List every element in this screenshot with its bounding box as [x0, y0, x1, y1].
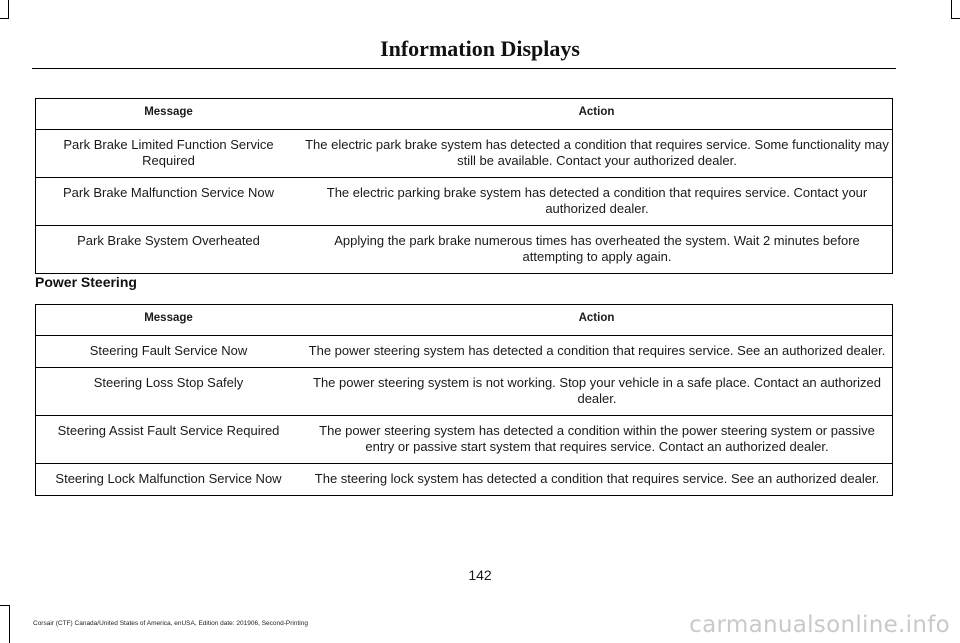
action-cell: The power steering system has detected a condition that requires service. See an authorized dealer. — [301, 336, 893, 368]
message-cell: Steering Loss Stop Safely — [36, 368, 302, 416]
watermark: carmanualsonline.info — [689, 612, 950, 638]
action-cell: Applying the park brake numerous times has overheated the system. Wait 2 minutes before attempting to apply again. — [301, 226, 893, 274]
crop-mark-top-right — [951, 0, 952, 18]
table-header-row — [36, 99, 893, 130]
table-row — [36, 178, 893, 226]
table-row — [36, 130, 893, 178]
title-rule — [32, 68, 896, 69]
crop-mark-top-right — [951, 18, 960, 19]
column-header-message: Message — [36, 99, 302, 130]
column-header-message: Message — [36, 305, 302, 336]
action-cell: The power steering system has detected a condition within the power steering system or passive entry or passive start system that requires service. Contact an authorized dealer. — [301, 416, 893, 464]
table-row — [36, 368, 893, 416]
message-cell: Steering Lock Malfunction Service Now — [36, 464, 302, 496]
column-header-action: Action — [301, 99, 893, 130]
action-cell: The electric parking brake system has detected a condition that requires service. Contact your authorized dealer. — [301, 178, 893, 226]
column-header-action: Action — [301, 305, 893, 336]
table-row — [36, 464, 893, 496]
action-cell: The steering lock system has detected a condition that requires service. See an authorized dealer. — [301, 464, 893, 496]
message-cell: Steering Assist Fault Service Required — [36, 416, 302, 464]
park-brake-message-table — [35, 98, 893, 274]
table-row — [36, 226, 893, 274]
crop-mark-top-left — [0, 18, 9, 19]
message-cell: Steering Fault Service Now — [36, 336, 302, 368]
edition-footer: Corsair (CTF) Canada/United States of America, enUSA, Edition date: 201906, Second-Printing — [33, 620, 308, 627]
message-cell: Park Brake System Overheated — [36, 226, 302, 274]
power-steering-message-table — [35, 304, 893, 496]
action-cell: The electric park brake system has detected a condition that requires service. Some functionality may still be available. Contact your authorized dealer. — [301, 130, 893, 178]
message-cell: Park Brake Malfunction Service Now — [36, 178, 302, 226]
crop-mark-bottom-left — [9, 605, 10, 643]
page-title: Information Displays — [380, 36, 580, 61]
crop-mark-top-left — [8, 0, 9, 18]
table-row — [36, 336, 893, 368]
table-row — [36, 416, 893, 464]
table-header-row — [36, 305, 893, 336]
page-number: 142 — [468, 567, 492, 583]
action-cell: The power steering system is not working. Stop your vehicle in a safe place. Contact an authorized dealer. — [301, 368, 893, 416]
message-cell: Park Brake Limited Function Service Required — [36, 130, 302, 178]
section-heading-power-steering: Power Steering — [35, 274, 137, 290]
